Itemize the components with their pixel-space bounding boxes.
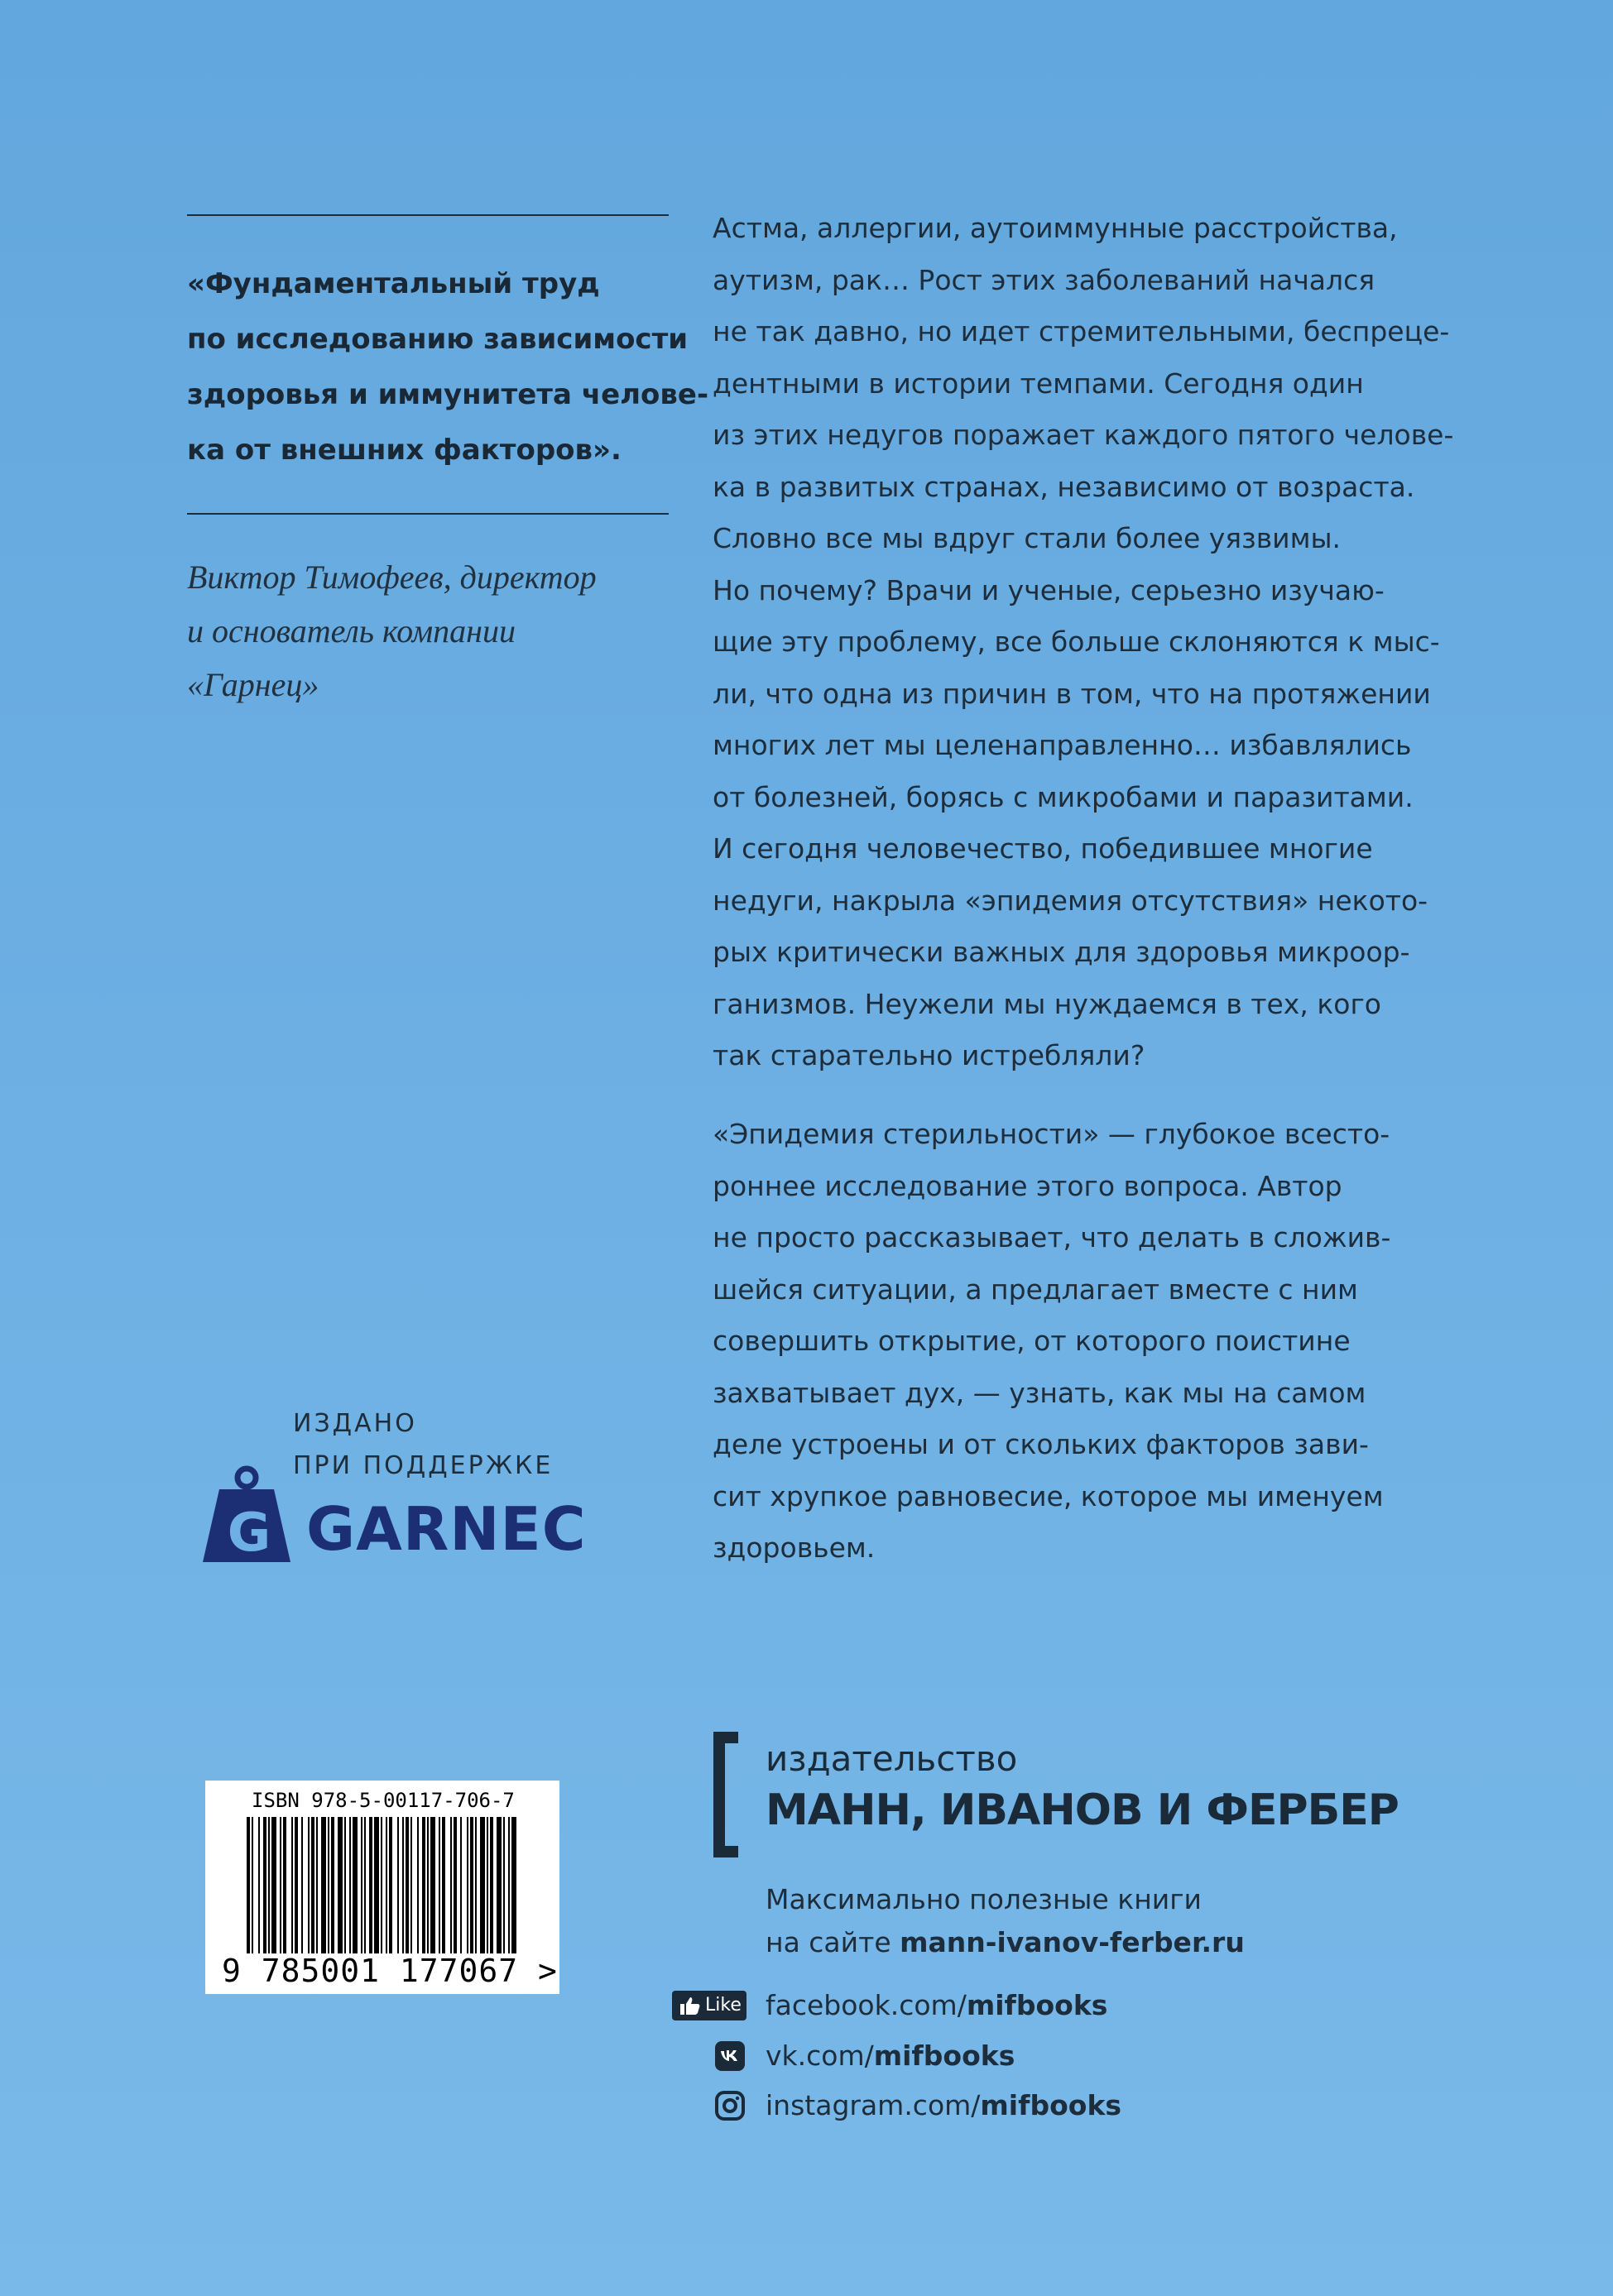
vk-prefix: vk.com/ [766,2040,874,2072]
text-line: шейся ситуации, а предлагает вместе с ним [713,1273,1358,1306]
barcode-digits: 9 785001 177067 > [222,1953,558,1989]
barcode-bar [338,1817,343,1953]
text-line: недуги, накрыла «эпидемия отсутствия» некото- [713,884,1428,917]
barcode-bar [283,1817,286,1953]
barcode-bar [247,1817,250,1953]
instagram-link[interactable] [766,2086,1121,2126]
text-line: ка в развитых странах, независимо от возраста. [713,470,1415,503]
quote-line: здоровья и иммунитета челове- [187,378,709,411]
sponsor-caption-line: ИЗДАНО [293,1409,417,1438]
barcode-bar [402,1817,404,1953]
text-line: рых критически важных для здоровья микроор- [713,936,1410,968]
quote-top-rule [187,214,669,216]
text-line: ли, что одна из причин в том, что на протяжении [713,677,1431,710]
barcode-bar [381,1817,382,1953]
quote-line: по исследованию зависимости [187,323,689,356]
text-line: сит хрупкое равновесие, которое мы именуем [713,1479,1384,1512]
barcode-bar [422,1817,425,1953]
text-line: не просто рассказывает, что делать в сложив- [713,1221,1391,1253]
barcode-bar [308,1817,310,1953]
barcode-bar [470,1817,473,1953]
quote-text [187,256,709,478]
barcode-bar [475,1817,477,1953]
barcode-bar [410,1817,412,1953]
facebook-link[interactable] [766,1986,1107,2025]
barcode-bar [497,1817,502,1953]
publisher-bracket [713,1732,738,1857]
barcode-bar [508,1817,510,1953]
text-line: дентными в истории темпами. Сегодня один [713,367,1364,400]
barcode-bar [450,1817,452,1953]
quote-line: ка от внешних факторов». [187,434,622,467]
text-line: здоровьем. [713,1531,876,1564]
barcode-bar [386,1817,387,1953]
barcode-bar [397,1817,399,1953]
attribution-line: и основатель компании [187,612,516,649]
text-line: из этих недугов поражает каждого пятого челове- [713,419,1454,451]
isbn-barcode [205,1781,559,1994]
tagline-line: Максимально полезные книги [766,1883,1203,1915]
barcode-bar [268,1817,270,1953]
isbn-number: ISBN 978-5-00117-706-7 [252,1789,515,1812]
like-badge-text: Like [705,1995,742,2016]
instagram-handle: mifbooks [980,2089,1122,2121]
sponsor-caption [293,1402,553,1487]
barcode-bar [301,1817,303,1953]
barcode-bar [291,1817,293,1953]
barcode-bar [439,1817,440,1953]
text-line: многих лет мы целенаправленно… избавлялись [713,729,1412,761]
barcode-bar [263,1817,266,1953]
text-line: щие эту проблему, все больше склоняются к мыс- [713,626,1440,658]
facebook-handle: mifbooks [966,1989,1108,2021]
facebook-prefix: facebook.com/ [766,1989,967,2021]
barcode-bar [454,1817,457,1953]
barcode-bar [460,1817,462,1953]
barcode-bar [490,1817,493,1953]
text-line: Астма, аллергии, аутоиммунные расстройства, [713,212,1398,244]
barcode-bar [349,1817,351,1953]
text-line: аутизм, рак… Рост этих заболеваний начался [713,263,1375,296]
barcode-bar [280,1817,281,1953]
instagram-prefix: instagram.com/ [766,2089,981,2121]
barcode-bar [430,1817,435,1953]
barcode-bar [374,1817,379,1953]
description-paragraph-1 [713,203,1457,1082]
barcode-bar [271,1817,276,1953]
publisher-name: МАНН, ИВАНОВ И ФЕРБЕР [766,1786,1399,1835]
text-line: ганизмов. Неужели мы нуждаемся в тех, кого [713,987,1381,1020]
quote-attribution [187,550,700,712]
barcode-bar [503,1817,505,1953]
text-line: деле устроены и от скольких факторов зави- [713,1428,1369,1460]
text-line: не так давно, но идет стремительными, беспреце- [713,315,1450,348]
barcode-bar [467,1817,468,1953]
barcode-bar [406,1817,409,1953]
barcode-bar [480,1817,485,1953]
text-line: совершить открытие, от которого поистине [713,1325,1351,1357]
publisher-site-link[interactable]: mann-ivanov-ferber.ru [900,1926,1245,1958]
barcode-bar [331,1817,334,1953]
quote-bottom-rule [187,513,669,515]
publisher-tagline [766,1878,1245,1964]
barcode-bar [361,1817,362,1953]
text-line: И сегодня человечество, победившее многие [713,832,1373,865]
text-line: роннее исследование этого вопроса. Автор [713,1169,1342,1202]
garnec-weight-icon [201,1464,292,1564]
barcode-bar [427,1817,429,1953]
barcode-bar [487,1817,488,1953]
description-paragraph-2 [713,1109,1457,1575]
attribution-line: Виктор Тимофеев, директор [187,558,597,596]
barcode-bar [353,1817,358,1953]
text-line: Словно все мы вдруг стали более уязвимы. [713,522,1342,554]
vk-link[interactable] [766,2036,1015,2076]
barcode-bar [364,1817,366,1953]
publisher-label: издательство [766,1738,1018,1779]
garnec-logo-text: GARNEC [306,1494,587,1564]
barcode-bar [311,1817,314,1953]
barcode-bar [369,1817,372,1953]
text-line: от болезней, борясь с микробами и паразитами. [713,780,1414,813]
barcode-bar [316,1817,318,1953]
barcode-bar [295,1817,298,1953]
text-line: так старательно истребляли? [713,1039,1145,1071]
quote-line: «Фундаментальный труд [187,267,600,300]
barcode-bars [247,1817,520,1953]
tagline-line [766,1921,1245,1964]
tagline-prefix: на сайте [766,1926,900,1958]
vk-handle: mifbooks [873,2040,1015,2072]
barcode-bar [258,1817,260,1953]
sponsor-caption-line: ПРИ ПОДДЕРЖКЕ [293,1451,554,1480]
text-line: Но почему? Врачи и ученые, серьезно изучаю- [713,573,1385,606]
attribution-line: «Гарнец» [187,666,319,703]
text-line: захватывает дух, — узнать, как мы на самом [713,1376,1366,1409]
barcode-bar [328,1817,329,1953]
barcode-bar [389,1817,392,1953]
barcode-bar [321,1817,326,1953]
barcode-bar [252,1817,253,1953]
barcode-bar [344,1817,346,1953]
barcode-bar [442,1817,445,1953]
barcode-bar [511,1817,516,1953]
barcode-bar [417,1817,419,1953]
instagram-icon [715,2091,745,2121]
garnec-logo-letter: G [227,1503,271,1564]
like-icon [672,1991,746,2020]
text-line: «Эпидемия стерильности» — глубокое всесто- [713,1118,1390,1150]
vk-icon [715,2041,745,2071]
